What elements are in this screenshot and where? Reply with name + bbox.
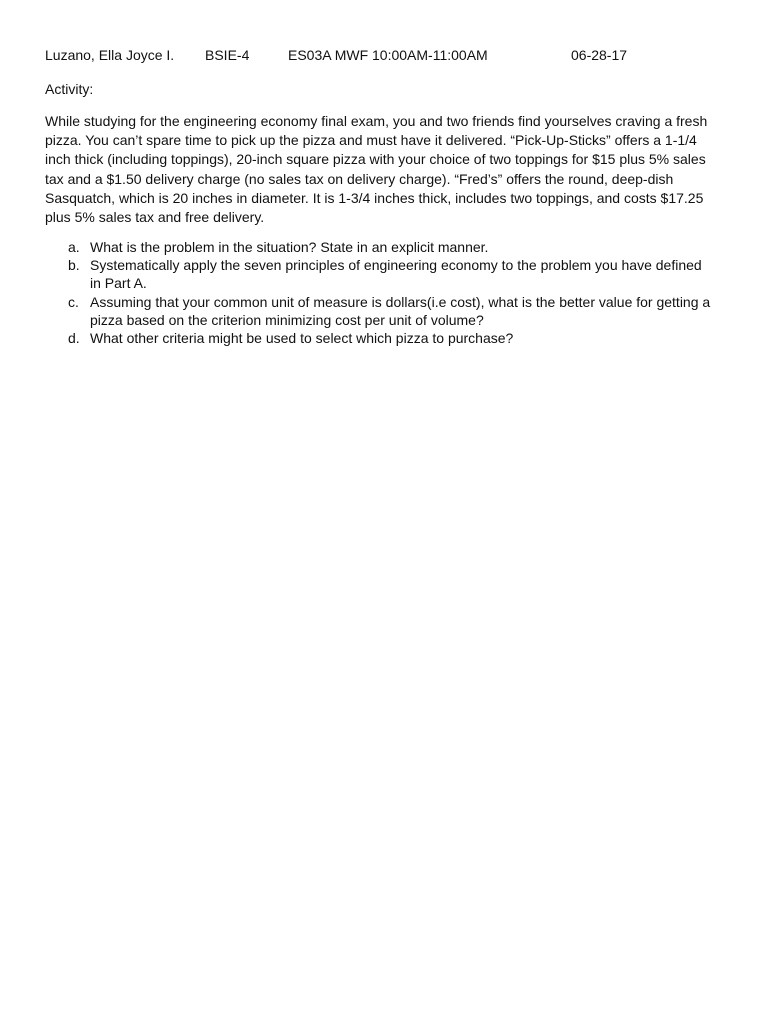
document-date: 06-28-17 [571,47,628,63]
question-text: What other criteria might be used to select which pizza to purchase? [90,330,514,347]
question-text: Systematically apply the seven principles of engineering economy to the problem you have defined in Part A. [90,257,702,292]
question-text: What is the problem in the situation? State in an explicit manner. [90,239,489,255]
class-schedule: ES03A MWF 10:00AM-11:00AM [288,47,488,63]
student-name: Luzano, Ella Joyce I. [45,47,175,63]
list-marker: a. [68,239,80,255]
question-text: Assuming that your common unit of measure is dollars(i.e cost), what is the better value for getting a pizza based on the criterion minimizing cost per unit of volume? [90,293,711,328]
list-marker: b. [68,257,80,274]
list-item [45,238,715,256]
list-marker: c. [68,293,79,310]
list-marker: d. [68,330,80,347]
student-course: BSIE-4 [205,47,250,63]
list-item [45,293,715,329]
list-item [45,256,715,292]
list-item [45,329,715,347]
activity-heading: Activity: [45,81,94,97]
question-list [45,238,715,347]
problem-statement: While studying for the engineering economy final exam, you and two friends find yourselves craving a fresh pizza. You can’t spare time to pick up the pizza and must have it delivered. “Pick-Up-Sticks” offers a 1-1/4 inch thick (including toppings), 20-inch square pizza with your choice of two toppings for $15 plus 5% sales tax and a $1.50 delivery charge (no sales tax on delivery charge). “Fred’s” offers the round, deep-dish Sasquatch, which is 20 inches in diameter. It is 1-3/4 inches thick, includes two toppings, and costs $17.25 plus 5% sales tax and free delivery. [45,113,708,226]
document-header [45,46,725,64]
